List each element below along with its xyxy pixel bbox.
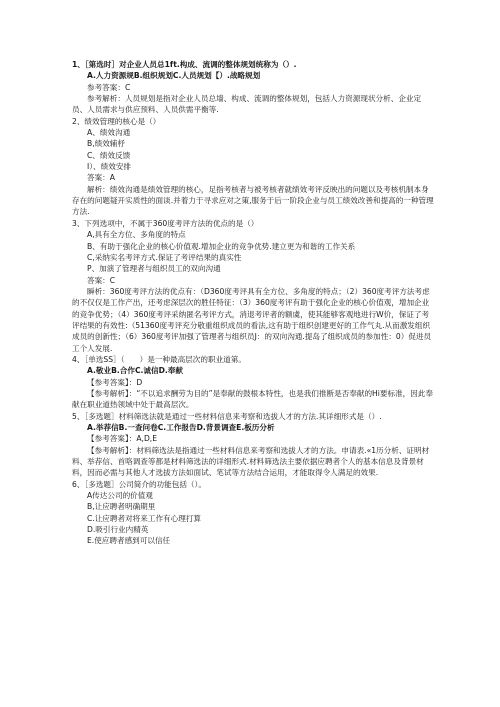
question-2-stem: 2、绩效管理的核心是（） — [72, 116, 161, 126]
question-5-options: A.举荐信B.一查问卷C.工作报告D.背景调查E.板历分析 — [87, 423, 275, 432]
question-6-stem: 6、［多选题］公司简介的功能包括（）。 — [72, 479, 206, 489]
question-4-options: A.敬业B.合作C.诚信D.奉献 — [87, 366, 183, 376]
question-3-option-c: C,采纳实名考评方式.保证了考评结果的真实性 — [87, 252, 242, 262]
question-6-option-e: E.使应聘者感到可以信任 — [87, 536, 171, 546]
question-2-option-b: B,绩效辅杼 — [87, 139, 125, 149]
question-5-answer: 【参考答案】：A,D,E — [87, 434, 158, 444]
question-3-stem: 3、下列选项中，不属于360度考评方法的优点的是（） — [72, 218, 259, 228]
question-6-option-a: A传达公司的价值观 — [87, 491, 153, 501]
question-3-option-b: B、有助于强化企业的核心价值观.增加企业的竞争优势.建立更为和谐的工作关系 — [87, 241, 356, 251]
question-6-option-b: B,让应聘者明确期里 — [87, 502, 156, 512]
question-2-answer: 答案：A — [87, 173, 115, 183]
question-6-option-d: D.吸引行业内精英 — [87, 525, 149, 535]
question-6-option-c: C.让应聘者对将来工作有心理打算 — [87, 513, 202, 523]
question-1-stem: 1、［第选时］对企业人员总1ft.构成、流调的整体规划统称为（）. — [72, 60, 297, 69]
question-2-option-a: A、绩效沟通 — [87, 128, 131, 138]
question-2-option-c: C、绩效反馈 — [87, 150, 131, 160]
question-4-stem: 4、［单选SS］（ ）是一种最高层次的职业道第。 — [72, 354, 246, 364]
question-5-stem: 5、［多选题］材料筛选法就是通过一些材料信息来考察和选拔人才的方法.其详细形式是（）. — [72, 411, 382, 421]
document-body — [72, 59, 436, 547]
question-1-answer: 参考答案：C — [87, 82, 131, 92]
question-3-answer: 答案：C — [87, 275, 116, 285]
question-3-analysis: 瞬析：360度考评方法的优点有：（D360度考评具有全方位、多角度的特点；（2）360度考评方法考虑的不仅仅是工作产出，还考虑深层次的胜任特征：（3）360度考评有助于强化企业的核心价值观，增加企业的竞争优势；（4）360度考评采纳匿名考评方式，消退考评者的额虞，使其能够客观地进行W价，保证了考评结果的有效性:（51360度考评充分敬重组织成员的看法,这有助于组织创建更好的工作气丸.从而激发组织成员的创新性；（6）360度考评加强了管理者与组织员J：的双向沟通.提岛了组织成员的参加性：0）促进员工个人发展. — [72, 286, 432, 353]
question-2-analysis: 解析：绩效沟通是绩效管理的核心，足指考核者与被考核者就绩效考评反映出的问题以及考核机制本身存在的问题疑开实质性的面谈.并着力于寻求应对之策,服务于后一阶段企业与员工绩效改善和提高的一种管理方法. — [72, 184, 434, 217]
question-2-option-d: I）、绩效安排 — [87, 162, 132, 172]
question-1-analysis: 参考解析：人员规划是指对企业人员总墙、构成、流调的整体规划，包括人力资源现状分析、企业定员、人员需求与供应预料、人员供需平衡等. — [72, 94, 422, 115]
question-4-analysis: 【参考解析】：“不以追求酬劳为目的”是奉献的鼓根本特性，也是我们推断是否奉献的Hi要标准，因此奉献在职业道热领域中处于最高层次。 — [72, 388, 434, 410]
question-3-option-a: A,具有全方位、多角度的特点 — [87, 230, 186, 240]
question-4-answer: 【参考答案】：D — [87, 377, 143, 387]
question-3-option-d: P、加演了管理者与组织员工的双向沟通 — [87, 264, 221, 274]
question-5-analysis: 【参考解析】：材料筛选法是指通过一些材料信息来考察和选拔人才的方法。申请表.«1历分析、证明材料、举荐信、首咯调查等都是材料筛选法的详细形式.材料筛选法主要依据应聘者个人的基本信息及背景材料，因而必需与其他人才选拔方法如面试、笔试等方法结合运用，才能取得令人满足的效果. — [72, 445, 430, 478]
question-1-options: A.人力资源规B.组织规划C.人员规划【）.战略规划 — [87, 71, 261, 81]
